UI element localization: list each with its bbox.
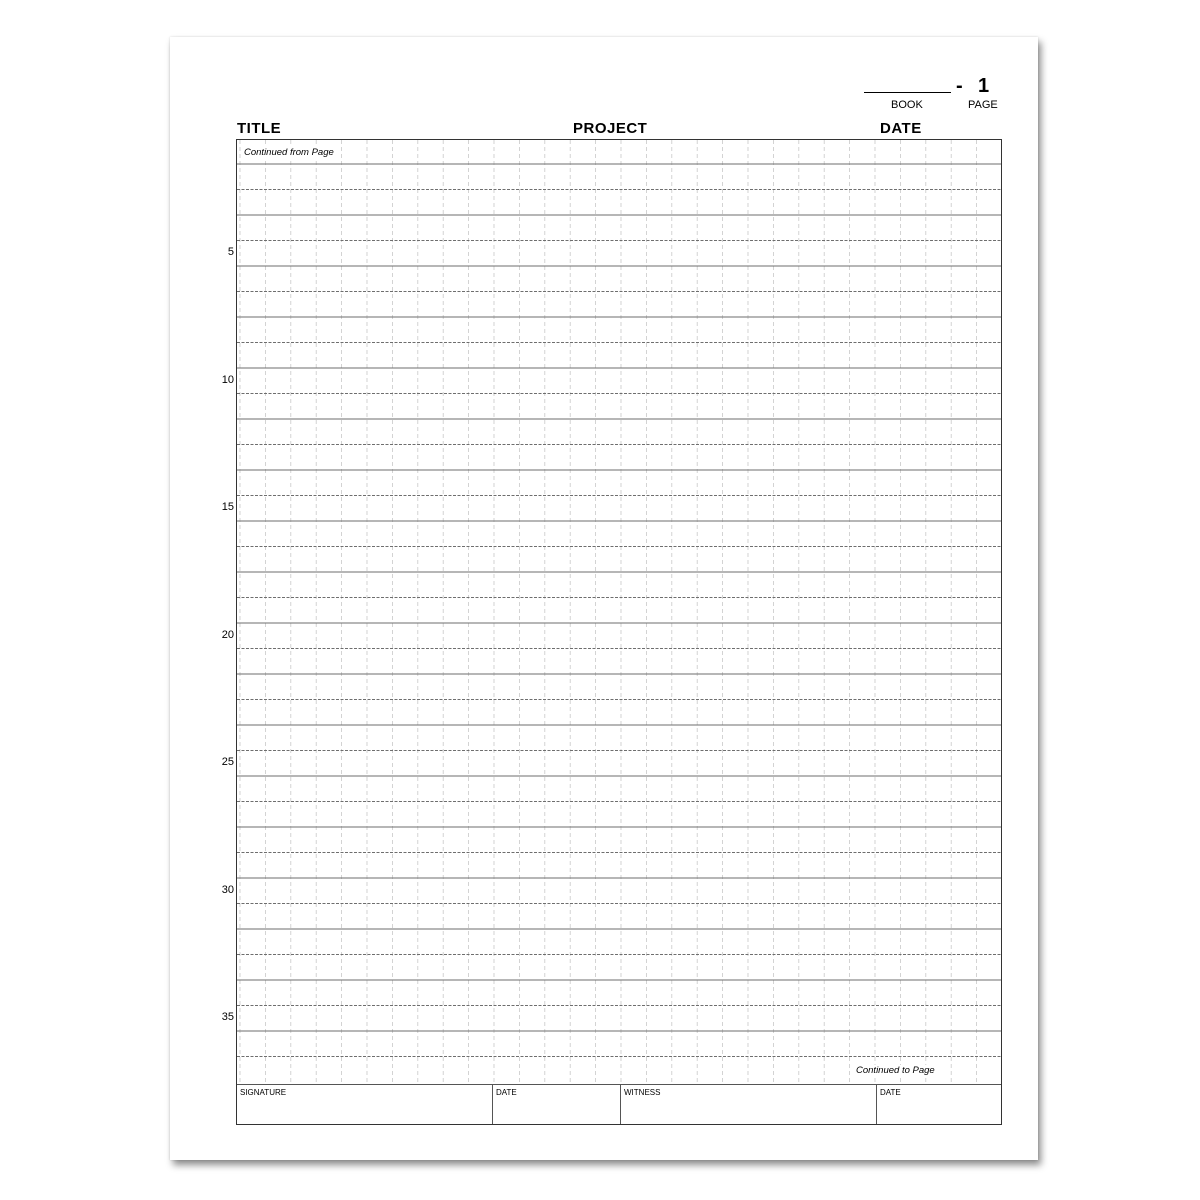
project-label: PROJECT (573, 120, 648, 137)
date-label: DATE (880, 120, 922, 137)
book-page-separator: - (956, 75, 963, 97)
page-label: PAGE (968, 99, 998, 111)
signature-label: SIGNATURE (240, 1088, 287, 1097)
continued-from-label: Continued from Page (244, 147, 334, 158)
grid-lines (237, 140, 1001, 1124)
page-number: 1 (978, 75, 990, 97)
row-number: 30 (221, 883, 234, 896)
row-number: 10 (221, 373, 234, 386)
signature-date-field[interactable] (492, 1085, 620, 1125)
witness-date-label: DATE (880, 1088, 901, 1097)
signature-row (237, 1084, 1001, 1125)
signature-field[interactable] (237, 1085, 492, 1125)
row-number: 25 (221, 756, 234, 769)
grid-area[interactable] (236, 139, 1002, 1125)
witness-date-field[interactable] (876, 1085, 1001, 1125)
row-number: 15 (221, 501, 234, 514)
row-number: 35 (221, 1011, 234, 1024)
book-number-line (864, 92, 951, 93)
witness-field[interactable] (620, 1085, 876, 1125)
row-number: 5 (227, 246, 234, 259)
title-label: TITLE (237, 120, 282, 137)
witness-label: WITNESS (624, 1088, 661, 1097)
book-label: BOOK (891, 99, 923, 111)
notebook-page (170, 37, 1038, 1160)
signature-date-label: DATE (496, 1088, 517, 1097)
row-number: 20 (221, 628, 234, 641)
continued-to-label: Continued to Page (856, 1065, 935, 1076)
